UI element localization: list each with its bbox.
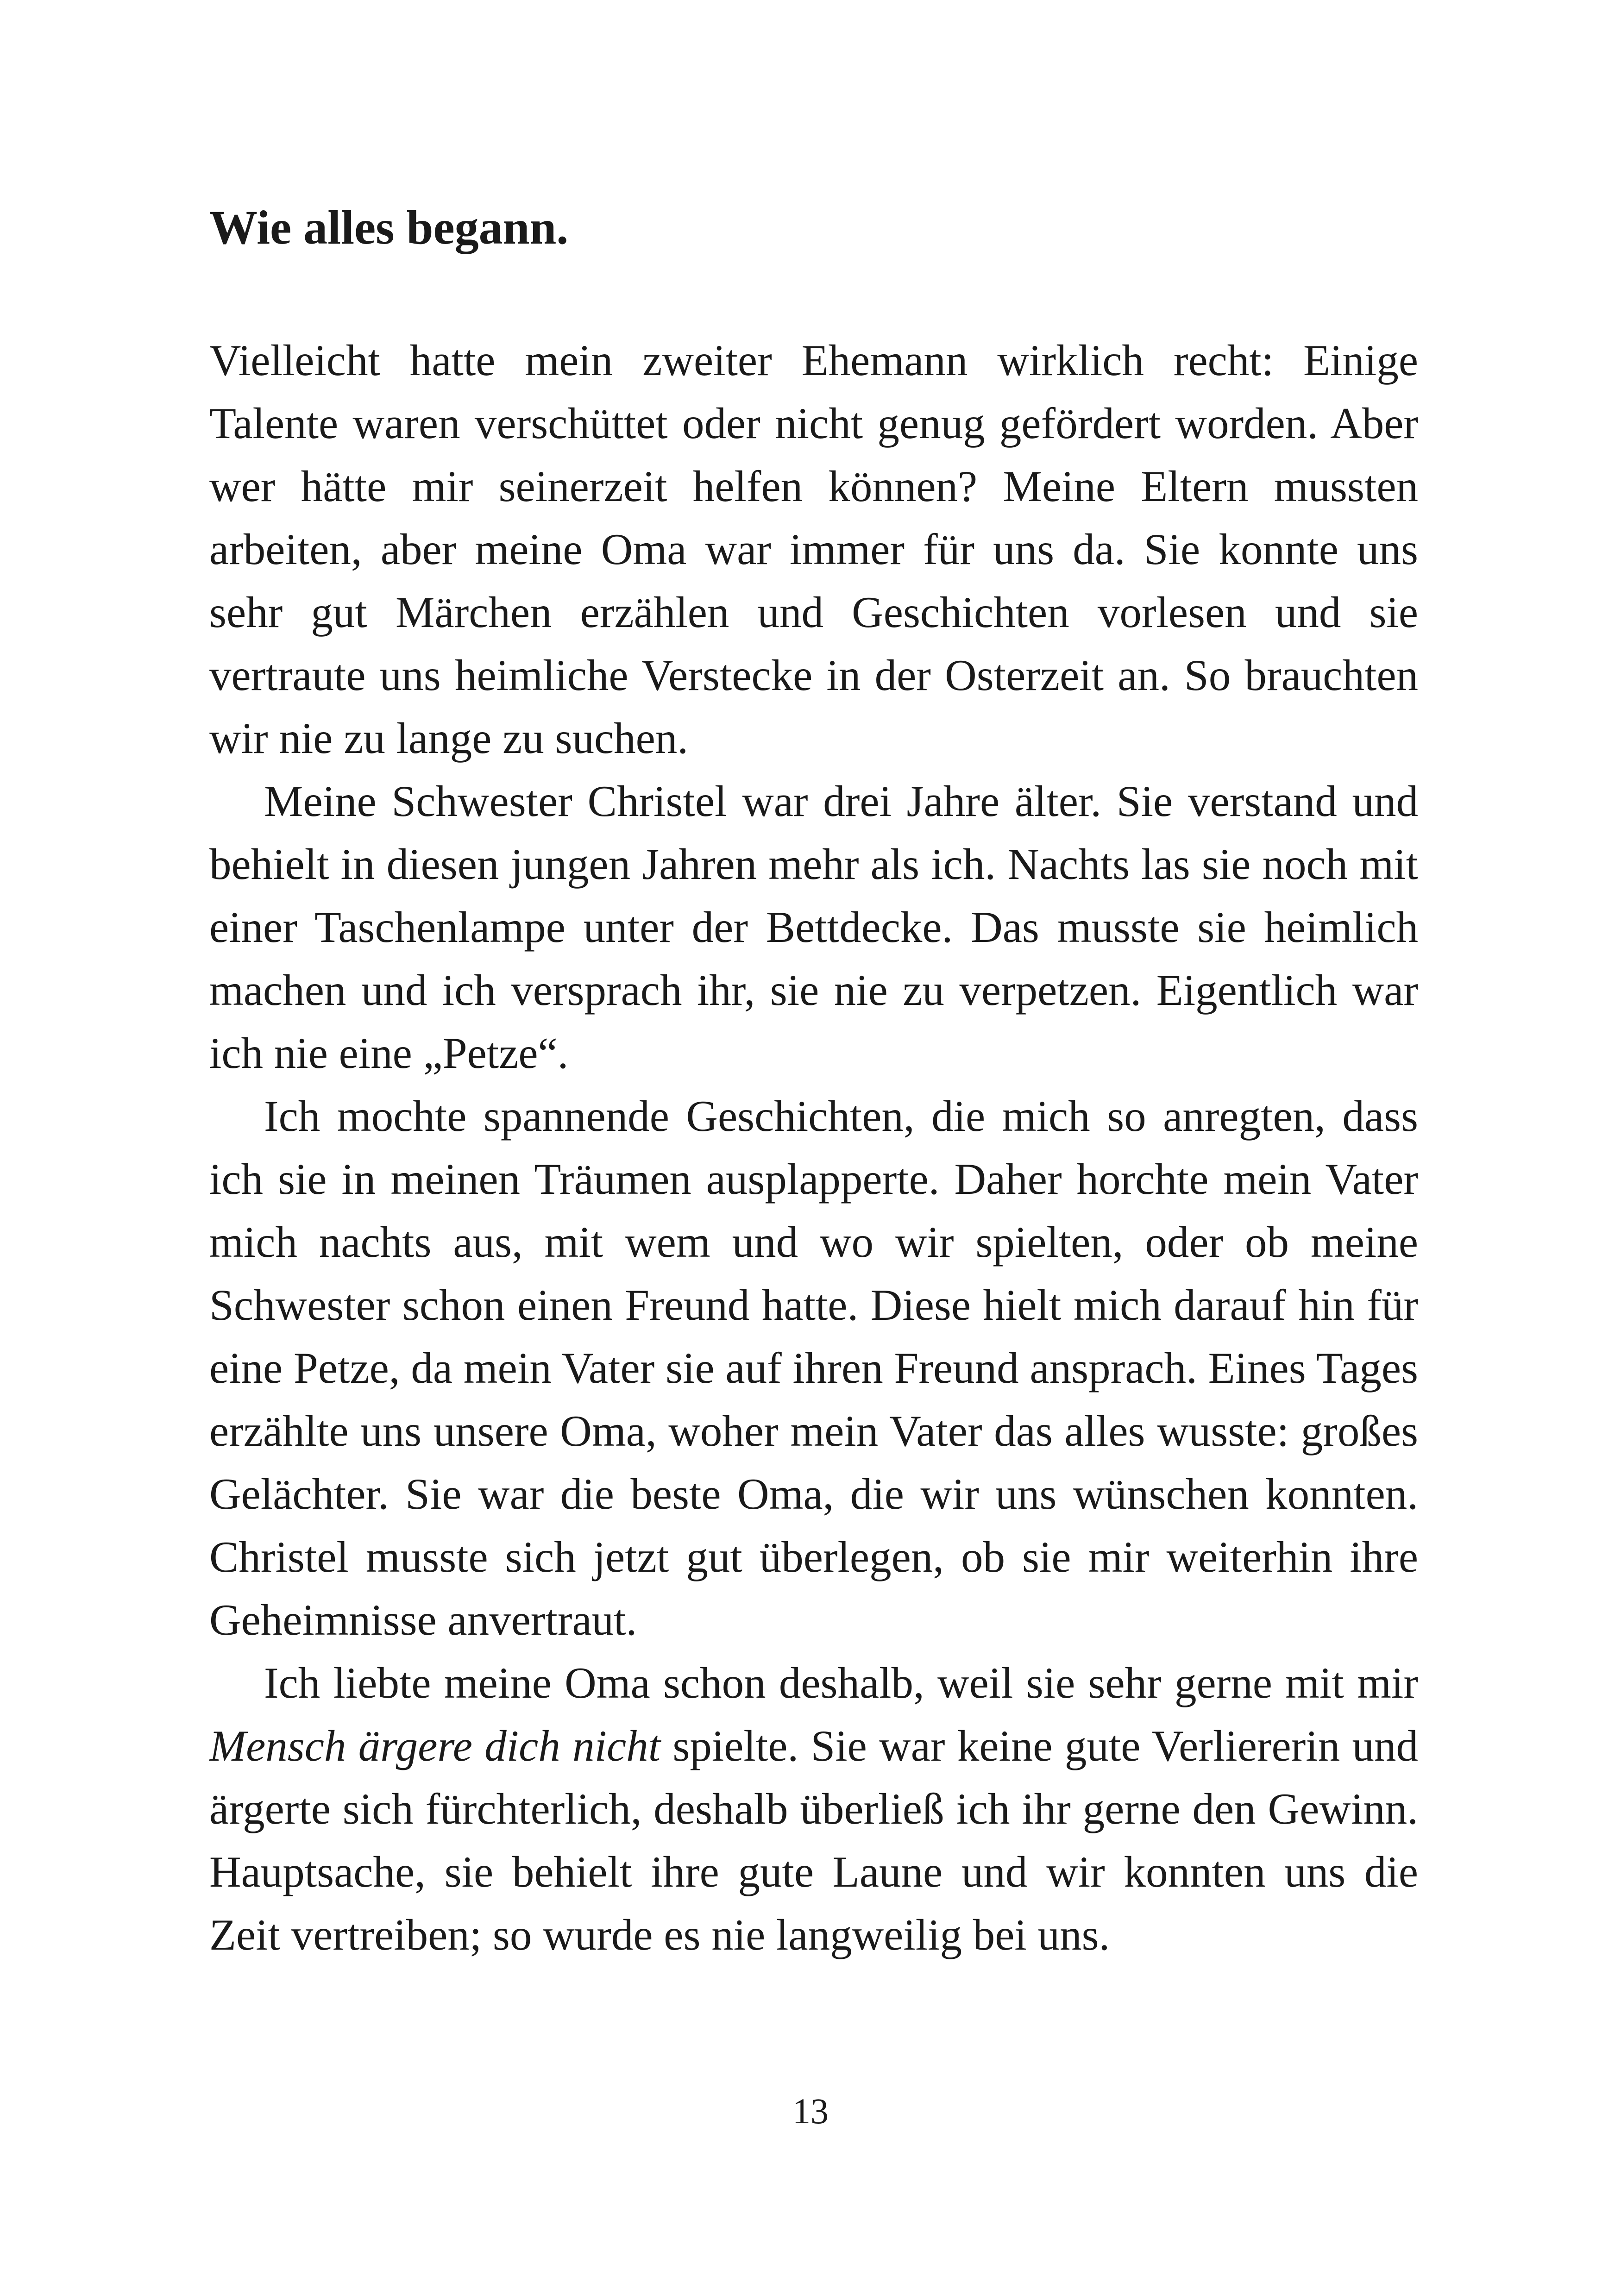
chapter-title: Wie alles begann. <box>209 201 569 254</box>
paragraph-4 <box>209 1651 1418 1966</box>
paragraph-4-text-after: spielte. Sie war keine gute Verliererin und ärgerte sich fürchterlich, deshalb überließ ich ihr gerne den Gewinn. Hauptsache, sie behielt ihre gute Laune und wir konnten uns die Zeit vertreiben; so wurde es nie langweilig bei uns. <box>209 1721 1419 1959</box>
page-number: 13 <box>792 2091 829 2131</box>
paragraph-2: Meine Schwester Christel war drei Jahre älter. Sie verstand und behielt in diesen jungen Jahren mehr als ich. Nachts las sie noch mit einer Taschenlampe unter der Bettdecke. Das musste sie heimlich machen und ich versprach ihr, sie nie zu verpetzen. Eigentlich war ich nie eine „Petze“. <box>209 777 1418 1078</box>
paragraph-1: Vielleicht hatte mein zweiter Ehemann wirklich recht: Einige Talente waren verschüttet oder nicht genug gefördert worden. Aber wer hätte mir seinerzeit helfen können? Meine Eltern mussten arbeiten, aber meine Oma war immer für uns da. Sie konnte uns sehr gut Märchen erzählen und Geschichten vorlesen und sie vertraute uns heimliche Verstecke in der Osterzeit an. So brauchten wir nie zu lange zu suchen. <box>209 336 1418 763</box>
body-text <box>209 329 1418 1966</box>
paragraph-3: Ich mochte spannende Geschichten, die mich so anregten, dass ich sie in meinen Träumen ausplapperte. Daher horchte mein Vater mich nachts aus, mit wem und wo wir spielten, oder ob meine Schwester schon einen Freund hatte. Diese hielt mich darauf hin für eine Petze, da mein Vater sie auf ihren Freund ansprach. Eines Tages erzählte uns unsere Oma, woher mein Vater das alles wusste: großes Gelächter. Sie war die beste Oma, die wir uns wünschen konnten. Christel musste sich jetzt gut überlegen, ob sie mir weiterhin ihre Geheimnisse anvertraut. <box>209 1092 1418 1644</box>
game-title-italic: Mensch ärgere dich nicht <box>209 1721 661 1770</box>
paragraph-4-text-before: Ich liebte meine Oma schon deshalb, weil sie sehr gerne mit mir <box>264 1658 1418 1707</box>
